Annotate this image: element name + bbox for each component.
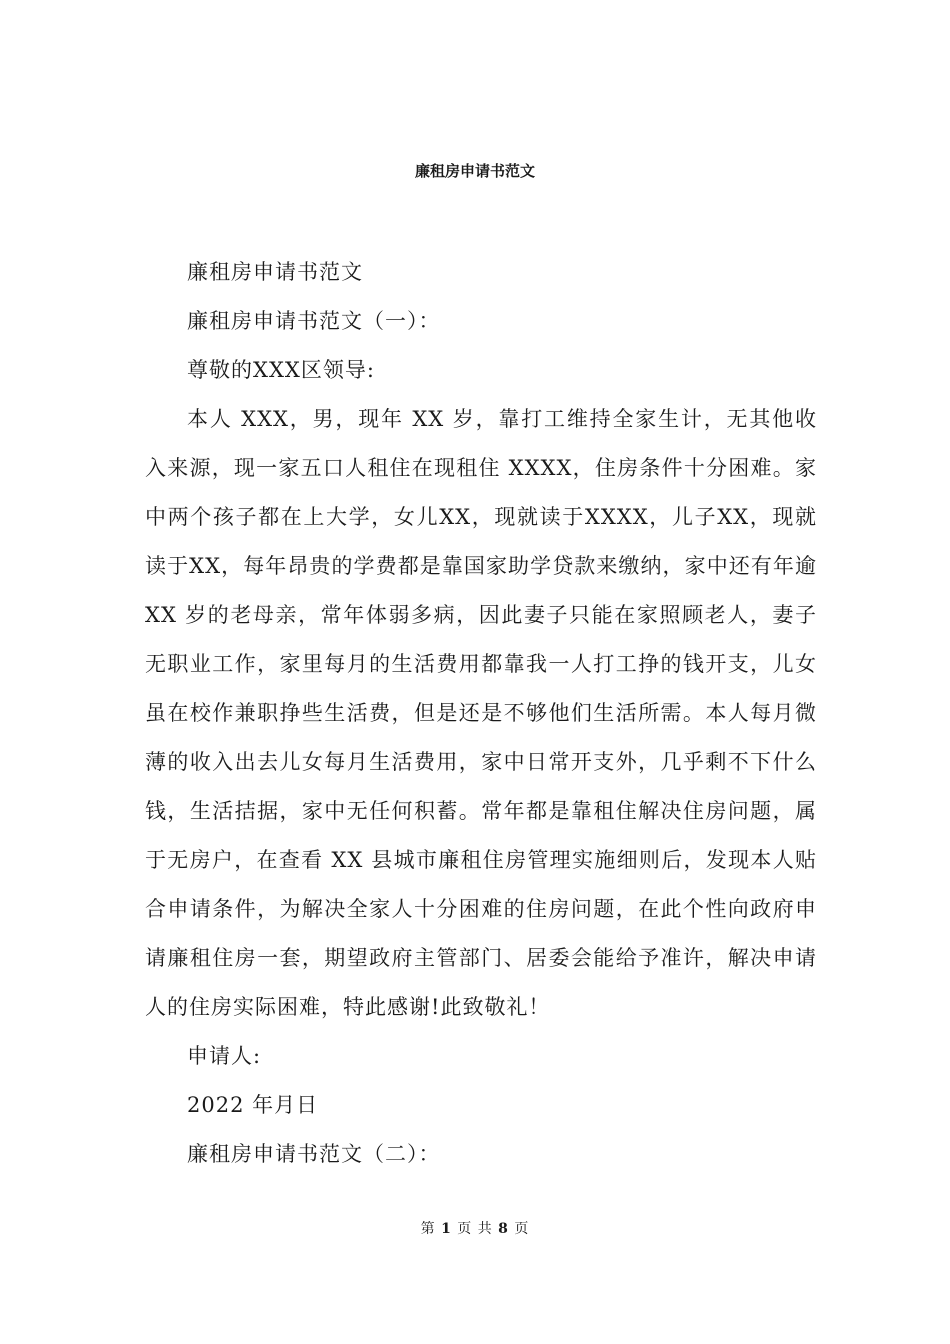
paragraph-salutation: 尊敬的XXX区领导: bbox=[187, 358, 375, 382]
footer-suffix: 页 bbox=[514, 1221, 530, 1237]
footer-page-number: 1 bbox=[441, 1221, 452, 1237]
footer-prefix: 第 bbox=[420, 1221, 436, 1237]
paragraph-section-two: 廉租房申请书范文（二）： bbox=[187, 1142, 441, 1166]
document-title: 廉租房申请书范文 bbox=[414, 162, 535, 180]
paragraph-date: 2022 年月日 bbox=[187, 1093, 319, 1117]
paragraph-section-one: 廉租房申请书范文（一）： bbox=[187, 309, 441, 333]
footer-middle: 页 共 bbox=[457, 1221, 493, 1237]
document-body bbox=[145, 248, 817, 1179]
paragraph-applicant: 申请人: bbox=[187, 1044, 262, 1068]
page-footer bbox=[0, 1218, 950, 1238]
footer-total-pages: 8 bbox=[498, 1221, 509, 1237]
paragraph-main-text: 本人 XXX，男，现年 XX 岁，靠打工维持全家生计，无其他收入来源，现一家五口人租住在现租住 XXXX，住房条件十分困难。家中两个孩子都在上大学，女儿XX，现就读于XXXX，儿子XX，现就读于XX，每年昂贵的学费都是靠国家助学贷款来缴纳，家中还有年逾 XX 岁的老母亲，常年体弱多病，因此妻子只能在家照顾老人，妻子无职业工作，家里每月的生活费用都靠我一人打工挣的钱开支，儿女虽在校作兼职挣些生活费，但是还是不够他们生活所需。本人每月微薄的收入出去儿女每月生活费用，家中日常开支外，几乎剩不下什么钱，生活拮据，家中无任何积蓄。常年都是靠租住解决住房问题，属于无房户，在查看 XX 县城市廉租住房管理实施细则后，发现本人贴合申请条件，为解决全家人十分困难的住房问题，在此个性向政府申请廉租住房一套，期望政府主管部门、居委会能给予准许，解决申请人的住房实际困难，特此感谢!此致敬礼！ bbox=[145, 407, 817, 1019]
paragraph-heading: 廉租房申请书范文 bbox=[187, 260, 363, 284]
